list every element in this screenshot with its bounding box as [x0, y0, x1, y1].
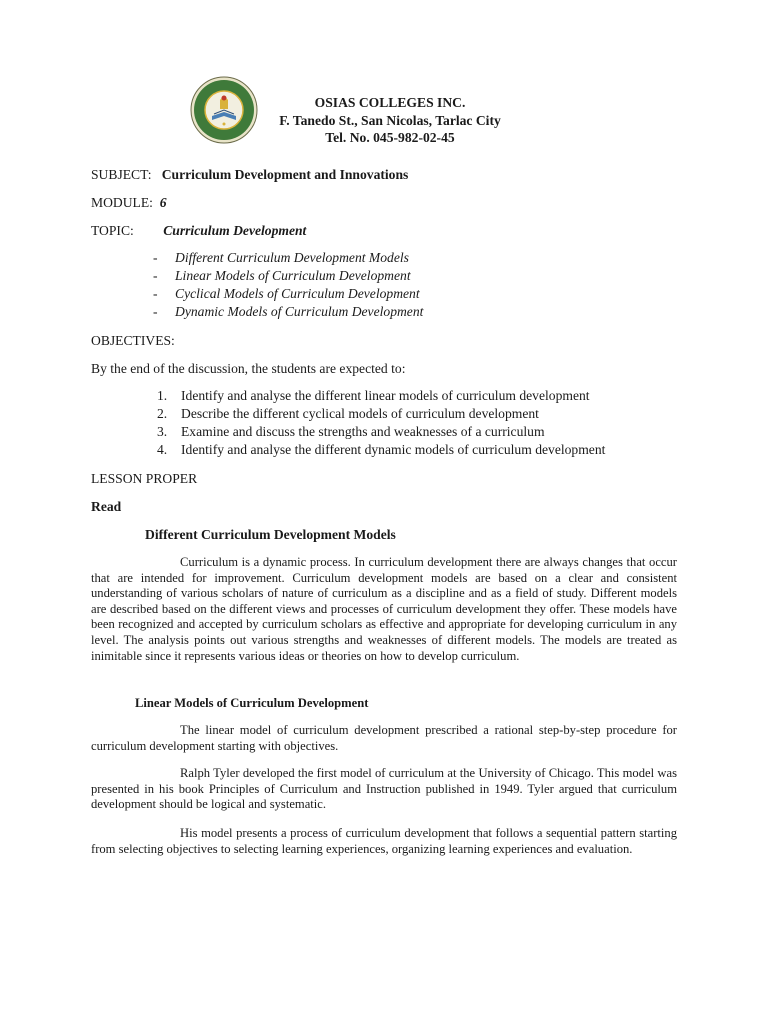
list-item-text: Describe the different cyclical models of curriculum development [181, 406, 539, 421]
module-line [91, 194, 167, 211]
lesson-heading: LESSON PROPER [91, 471, 198, 486]
subject-label: SUBJECT: [91, 167, 152, 182]
org-address: F. Tanedo St., San Nicolas, Tarlac City [279, 112, 501, 128]
objectives-heading: OBJECTIVES: [91, 333, 175, 348]
list-item-text: Identify and analyse the different dynamic models of curriculum development [181, 442, 606, 457]
list-item [157, 441, 605, 459]
read-heading: Read [91, 499, 122, 514]
subject-line [91, 166, 408, 183]
section-title: Different Curriculum Development Models [145, 527, 396, 542]
list-item [153, 303, 423, 321]
objectives-list [157, 387, 605, 459]
topic-list [153, 249, 423, 321]
list-number: 4. [157, 442, 168, 457]
letterhead [240, 94, 540, 147]
list-item-text: Different Curriculum Development Models [175, 250, 409, 265]
topic-line [91, 222, 306, 239]
bullet-dash: - [153, 286, 158, 301]
list-number: 3. [157, 424, 168, 439]
list-number: 1. [157, 388, 168, 403]
objectives-intro: By the end of the discussion, the students are expected to: [91, 361, 406, 376]
module-label: MODULE: [91, 195, 153, 210]
org-phone: Tel. No. 045-982-02-45 [325, 130, 455, 145]
list-item-text: Cyclical Models of Curriculum Development [175, 286, 420, 301]
paragraph: His model presents a process of curriculum development that follows a sequential pattern starting from selecting objectives to selecting learning experiences, organizing learning experiences and evaluation. [91, 826, 677, 856]
list-item [153, 249, 423, 267]
bullet-dash: - [153, 250, 158, 265]
topic-label: TOPIC: [91, 223, 134, 238]
bullet-dash: - [153, 268, 158, 283]
paragraph: Ralph Tyler developed the first model of curriculum at the University of Chicago. This model was presented in his book Principles of Curriculum and Instruction published in 1949. Tyler argued that curriculum development should be logical and systematic. [91, 766, 677, 812]
list-item-text: Linear Models of Curriculum Development [175, 268, 411, 283]
paragraph: Curriculum is a dynamic process. In curriculum development there are always changes that occur that are intended for improvement. Curriculum development models are based on a clear and consistent understanding of various scholars of nature of curriculum as a discipline and as a field of study. Different models are described based on the different views and processes of curriculum development they offer. These models have been recognized and accepted by curriculum scholars as effective and appropriate for developing curriculum in any level. The analysis points out various strengths and weaknesses of different models. The models are treated as inimitable since it represents various ideas or theories on how to develop curriculum. [91, 555, 677, 663]
list-item [157, 387, 605, 405]
bullet-dash: - [153, 304, 158, 319]
list-item-text: Examine and discuss the strengths and weaknesses of a curriculum [181, 424, 545, 439]
list-item [157, 405, 605, 423]
subject-value: Curriculum Development and Innovations [161, 167, 409, 182]
list-item-text: Identify and analyse the different linear models of curriculum development [181, 388, 590, 403]
list-item [153, 267, 423, 285]
list-item [157, 423, 605, 441]
paragraph: The linear model of curriculum development prescribed a rational step-by-step procedure for curriculum development starting with objectives. [91, 723, 677, 753]
list-item-text: Dynamic Models of Curriculum Development [175, 304, 424, 319]
section-title: Linear Models of Curriculum Development [135, 696, 369, 710]
org-name: OSIAS COLLEGES INC. [314, 95, 466, 110]
list-number: 2. [157, 406, 168, 421]
topic-value: Curriculum Development [163, 223, 307, 238]
module-value: 6 [159, 195, 167, 210]
list-item [153, 285, 423, 303]
